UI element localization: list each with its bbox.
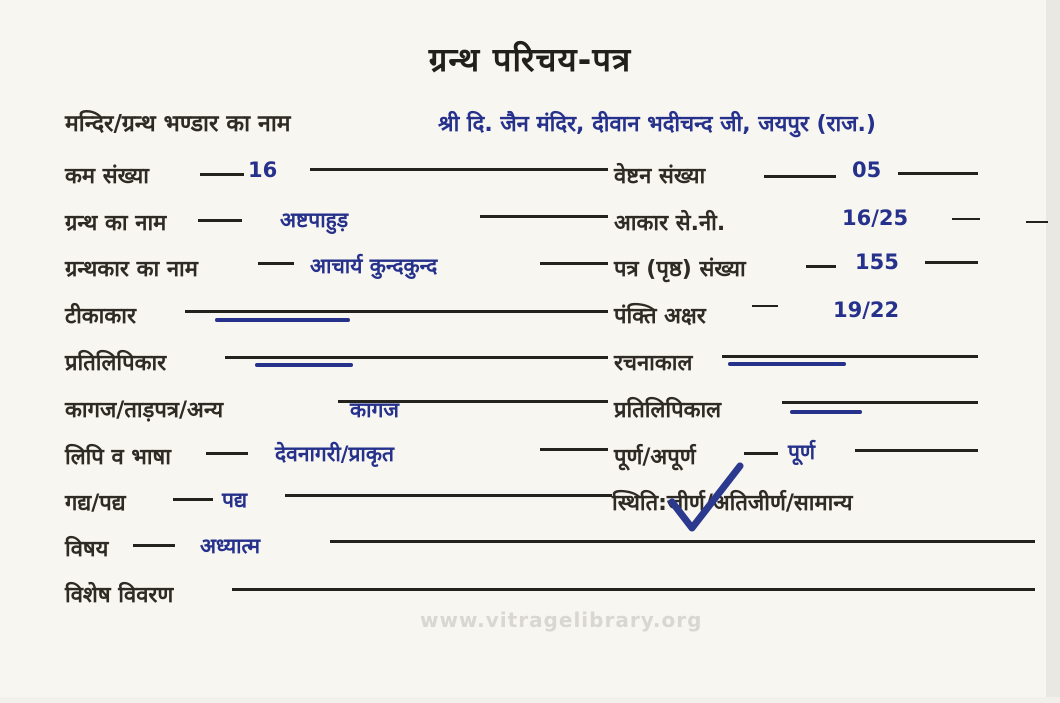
field-value-lines-letters: 19/22 bbox=[833, 298, 900, 322]
rule-line bbox=[480, 215, 608, 218]
field-value-author-name: आचार्य कुन्दकुन्द bbox=[310, 254, 438, 278]
field-label-author-name: ग्रन्थकार का नाम bbox=[65, 257, 198, 282]
rule-line bbox=[198, 219, 242, 222]
watermark-text: www.vitragelibrary.org bbox=[420, 608, 703, 632]
field-value-bundle-number: 05 bbox=[852, 158, 882, 182]
field-value-bhandar-name: श्री दि. जैन मंदिर, दीवान भदीचन्द जी, जयपुर (राज.) bbox=[438, 112, 876, 137]
pen-stroke bbox=[728, 362, 846, 366]
rule-line bbox=[173, 498, 213, 501]
field-value-prose-verse: पद्य bbox=[222, 488, 248, 512]
rule-line bbox=[722, 355, 978, 358]
check-mark-icon bbox=[664, 460, 748, 534]
rule-line bbox=[952, 218, 980, 220]
scan-edge-shadow bbox=[1046, 0, 1060, 703]
pen-stroke bbox=[255, 363, 353, 367]
field-label-page-count: पत्र (पृष्ठ) संख्या bbox=[614, 257, 746, 282]
field-label-bundle-number: वेष्टन संख्या bbox=[614, 164, 706, 189]
field-value-complete-incomplete: पूर्ण bbox=[788, 440, 816, 464]
scan-edge-shadow bbox=[0, 697, 1060, 703]
rule-line bbox=[1026, 221, 1048, 223]
rule-line bbox=[200, 173, 244, 176]
rule-line bbox=[232, 588, 1035, 591]
pen-stroke bbox=[790, 410, 862, 414]
rule-line bbox=[752, 305, 778, 307]
rule-line bbox=[330, 540, 1035, 543]
field-label-script-language: लिपि व भाषा bbox=[65, 445, 171, 470]
rule-line bbox=[185, 310, 608, 313]
field-label-condition: स्थिति:जीर्ण/अतिजीर्ण/सामान्य bbox=[612, 491, 853, 516]
rule-line bbox=[310, 168, 608, 171]
form-title: ग्रन्थ परिचय-पत्र bbox=[428, 40, 632, 79]
field-label-special-details: विशेष विवरण bbox=[65, 583, 174, 608]
field-value-script-language: देवनागरी/प्राकृत bbox=[275, 442, 394, 466]
rule-line bbox=[285, 494, 612, 497]
rule-line bbox=[806, 265, 836, 268]
field-label-lines-letters: पंक्ति अक्षर bbox=[614, 304, 706, 329]
rule-line bbox=[925, 261, 978, 264]
field-label-material: कागज/ताड़पत्र/अन्य bbox=[65, 398, 224, 423]
rule-line bbox=[206, 452, 248, 455]
field-value-serial-number: 16 bbox=[248, 158, 278, 182]
rule-line bbox=[764, 175, 836, 178]
field-value-size-cm: 16/25 bbox=[842, 206, 909, 230]
field-label-granth-name: ग्रन्थ का नाम bbox=[65, 211, 167, 236]
field-label-complete-incomplete: पूर्ण/अपूर्ण bbox=[614, 445, 696, 470]
field-label-size-cm: आकार से.नी. bbox=[614, 211, 726, 236]
field-label-commentator: टीकाकार bbox=[65, 304, 136, 329]
field-value-granth-name: अष्टपाहुड़ bbox=[280, 208, 349, 232]
field-value-subject: अध्यात्म bbox=[200, 534, 261, 558]
rule-line bbox=[133, 544, 175, 547]
rule-line bbox=[540, 448, 608, 451]
field-label-subject: विषय bbox=[65, 537, 109, 562]
rule-line bbox=[225, 356, 608, 359]
field-value-material: कागज bbox=[350, 398, 399, 422]
rule-line bbox=[782, 401, 978, 404]
rule-line bbox=[540, 262, 608, 265]
field-label-copyist: प्रतिलिपिकार bbox=[65, 351, 167, 376]
field-value-page-count: 155 bbox=[855, 250, 899, 274]
pen-stroke bbox=[215, 318, 350, 322]
rule-line bbox=[258, 262, 294, 265]
rule-line bbox=[744, 452, 778, 455]
field-label-prose-verse: गद्य/पद्य bbox=[65, 491, 126, 516]
rule-line bbox=[855, 449, 978, 452]
field-label-copy-date: प्रतिलिपिकाल bbox=[614, 398, 722, 423]
rule-line bbox=[898, 172, 978, 175]
field-label-composition-date: रचनाकाल bbox=[614, 351, 693, 376]
field-label-serial-number: कम संख्या bbox=[65, 164, 149, 189]
field-label-bhandar-name: मन्दिर/ग्रन्थ भण्डार का नाम bbox=[65, 111, 291, 137]
